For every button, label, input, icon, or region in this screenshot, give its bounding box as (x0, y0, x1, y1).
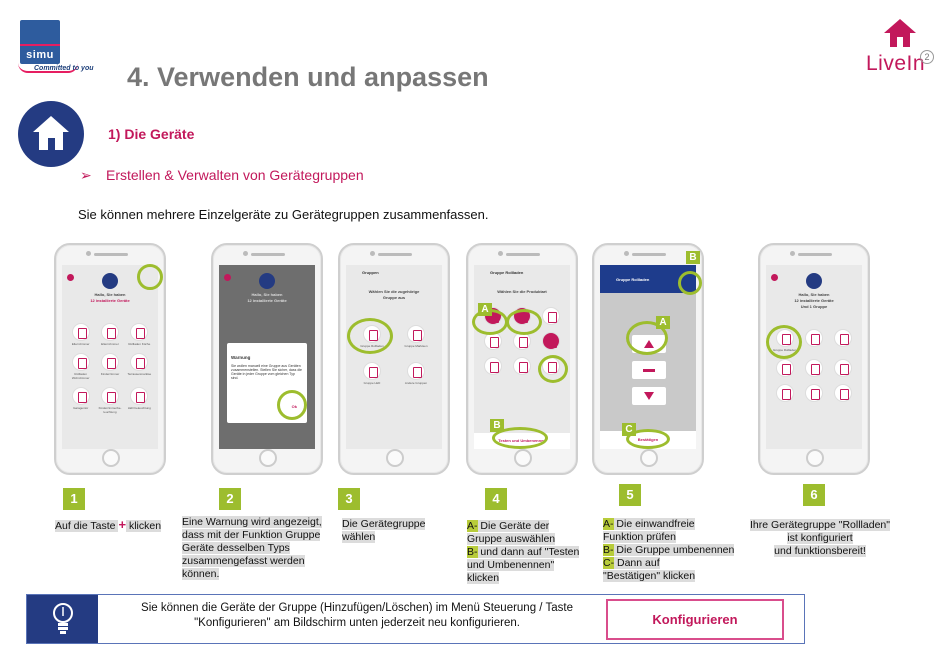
phone-step-4 (466, 243, 578, 475)
menu-icon[interactable] (224, 274, 231, 281)
phone-home-button (259, 449, 277, 467)
greeting-line-1: Hallo, Sie haben (251, 292, 283, 297)
light-icon (834, 384, 852, 402)
screen-heading: Wählen Sie die Produktart (497, 289, 547, 294)
group-tile[interactable]: Gruppe Markisen (394, 325, 438, 348)
phone-speaker (378, 253, 412, 256)
shutter-icon (542, 307, 560, 325)
greeting-line-2: 12 installierte Geräte (247, 298, 287, 303)
highlight-device-ring-a3 (538, 355, 568, 383)
tip-text-line-1: Sie können die Geräte der Gruppe (Hinzufügen/Löschen) im Menü Steuerung / Taste (141, 602, 573, 614)
device-tile[interactable] (507, 357, 536, 375)
phone-camera (790, 251, 795, 256)
phone-camera (624, 251, 629, 256)
phone-screen (346, 265, 442, 449)
highlight-ok-ring (277, 390, 307, 420)
phone-home-button (514, 449, 532, 467)
plus-icon: + (118, 517, 127, 532)
device-tile[interactable] (829, 329, 858, 352)
highlight-group-ring (766, 325, 802, 359)
phone-home-button (640, 449, 658, 467)
phone-step-5 (592, 243, 704, 475)
phone-screen (219, 265, 315, 449)
phone-step-2 (211, 243, 323, 475)
home-avatar-icon (806, 273, 822, 289)
ok-button[interactable]: Ok (291, 404, 297, 409)
phone-camera (86, 251, 91, 256)
caption-step-1: Auf die Taste + klicken (55, 517, 162, 532)
phone-speaker (506, 253, 540, 256)
livein-house-icon (882, 18, 918, 48)
awning-icon (130, 353, 148, 371)
caption-step-3: Die Gerätegruppe wählen (342, 518, 426, 543)
section-title: 1) Die Geräte (108, 126, 195, 142)
device-tile[interactable]: Kinderzimmerbe-leuchtung (95, 387, 124, 414)
light-icon (484, 357, 502, 375)
phone-step-1 (54, 243, 166, 475)
logo-tagline: Committed to you (34, 65, 94, 72)
shutter-icon (72, 323, 90, 341)
light-icon (130, 387, 148, 405)
home-icon (31, 113, 71, 153)
screen-topbar: Gruppen (346, 265, 442, 281)
phone-home-button (806, 449, 824, 467)
greeting-line-2: 12 installierte Geräte (794, 298, 834, 303)
device-tile[interactable]: Elternzimmer (95, 323, 124, 346)
simu-logo (20, 20, 60, 64)
tip-box (26, 594, 805, 644)
page-title: 4. Verwenden und anpassen (127, 62, 489, 92)
garage-icon (513, 357, 531, 375)
device-tile[interactable]: Garagentor (66, 387, 95, 414)
tag-b: B (686, 251, 700, 264)
device-grid (66, 323, 154, 414)
device-tile[interactable] (799, 384, 828, 402)
logo-word: simu (26, 49, 54, 61)
shutter-icon (542, 332, 560, 350)
menu-icon[interactable] (771, 274, 778, 281)
shutter-icon (130, 323, 148, 341)
highlight-device-ring-a2 (506, 309, 542, 335)
confirm-button[interactable]: Bestätigen (600, 431, 696, 449)
step-number-1: 1 (63, 488, 85, 510)
screen-heading-1: Wählen Sie die zugehörige (368, 289, 420, 294)
tip-badge (27, 595, 98, 643)
greeting-line-1: Hallo, Sie haben (94, 292, 126, 297)
warning-title: Warnung (231, 355, 251, 360)
highlight-plus-ring (137, 264, 163, 290)
tag-b: B (490, 419, 504, 432)
phone-speaker (94, 253, 128, 256)
configure-button[interactable]: Konfigurieren (606, 599, 784, 640)
group-tile[interactable]: Andere Gruppen (394, 362, 438, 385)
warning-text: Sie wollen manuell eine Gruppe aus Geräten zusammenstellen. Stellen Sie sicher, dass die Geräte in jeder Gruppe vom gleichen Typ sind. (231, 364, 303, 380)
phone-speaker (251, 253, 285, 256)
light-icon (101, 387, 119, 405)
greeting-line-1: Hallo, Sie haben (798, 292, 830, 297)
caption-step-2: Eine Warnung wird angezeigt, dass mit der Funktion Gruppe Geräte desselben Typs zusammengefasst werden können. (182, 516, 322, 580)
stop-icon (632, 361, 666, 379)
screen-topbar: Gruppe Rollladen (474, 265, 570, 281)
light-group-icon (363, 362, 381, 380)
device-tile[interactable] (829, 384, 858, 402)
light-icon (805, 384, 823, 402)
device-count: 12 installierte Geräte (90, 298, 130, 303)
device-tile[interactable]: Rollladen Wohnzimmer (66, 353, 95, 380)
bullet-arrow-icon: ➢ (80, 167, 92, 183)
group-tile[interactable]: Gruppe LED (350, 362, 394, 385)
step-number-5: 5 (619, 484, 641, 506)
other-group-icon (407, 362, 425, 380)
livein-text: LiveIn (866, 52, 926, 75)
screen-heading-2: Gruppe aus (382, 295, 406, 300)
device-tile[interactable]: Kinderzimmer (95, 353, 124, 380)
device-tile[interactable] (770, 359, 799, 377)
menu-icon[interactable] (67, 274, 74, 281)
awning-icon (834, 359, 852, 377)
shutter-icon (101, 353, 119, 371)
screen-topbar: Gruppe Rollladen (600, 265, 696, 293)
device-tile[interactable]: Terrassenmarkise (125, 353, 154, 380)
group-tile[interactable]: Gruppe Rollladen (350, 325, 394, 348)
caption-step-4: A- Die Geräte der Gruppe auswählen B- und dann auf "Testen und Umbenennen" klicken (467, 520, 580, 584)
garage-icon (776, 384, 794, 402)
shutter-icon (834, 329, 852, 347)
phone-camera (370, 251, 375, 256)
home-avatar-icon (259, 273, 275, 289)
phone-speaker (798, 253, 832, 256)
tip-text-line-2: "Konfigurieren" am Bildschirm unten jederzeit neu konfigurieren. (194, 617, 520, 629)
bullet-text: Erstellen & Verwalten von Gerätegruppen (106, 167, 364, 183)
caption-step-6: Ihre Gerätegruppe "Rollladen" ist konfiguriert und funktionsbereit! (750, 519, 890, 557)
shutter-icon (776, 359, 794, 377)
phone-speaker (632, 253, 666, 256)
phone-camera (498, 251, 503, 256)
greeting-line-2 (62, 298, 158, 304)
awning-group-icon (407, 325, 425, 343)
tag-a: A (656, 316, 670, 329)
phone-screen (62, 265, 158, 449)
phone-step-6 (758, 243, 870, 475)
shutter-icon (805, 359, 823, 377)
step-number-2: 2 (219, 488, 241, 510)
highlight-group-ring (347, 318, 393, 354)
phone-home-button (386, 449, 404, 467)
shutter-icon (805, 329, 823, 347)
tag-a: A (478, 303, 492, 316)
home-avatar-icon (102, 273, 118, 289)
device-tile[interactable]: Elternzimmer (66, 323, 95, 346)
shutter-icon (101, 323, 119, 341)
phone-step-3 (338, 243, 450, 475)
device-tile[interactable] (829, 359, 858, 377)
device-tile[interactable] (478, 357, 507, 375)
device-tile[interactable]: Rollladen Küche (125, 323, 154, 346)
test-rename-button[interactable]: Testen und Umbenennen (474, 433, 570, 449)
home-icon-badge (18, 101, 84, 167)
device-tile-selected[interactable] (537, 332, 566, 350)
step-number-4: 4 (485, 488, 507, 510)
phone-screen (600, 265, 696, 449)
livein-logo (866, 18, 936, 78)
device-tile[interactable] (799, 329, 828, 352)
device-tile[interactable] (770, 384, 799, 402)
logo-stripe (20, 44, 60, 46)
step-number-6: 6 (803, 484, 825, 506)
tip-text (112, 601, 602, 631)
garage-icon (72, 387, 90, 405)
down-button[interactable] (632, 387, 666, 405)
stop-button[interactable] (632, 361, 666, 379)
phone-camera (243, 251, 248, 256)
device-tile[interactable]: LED beleuchtung (125, 387, 154, 414)
tag-c: C (622, 423, 636, 436)
step-number-3: 3 (338, 488, 360, 510)
lightbulb-icon (51, 602, 75, 636)
shutter-icon (72, 353, 90, 371)
arrow-down-icon (632, 387, 666, 405)
phone-home-button (102, 449, 120, 467)
livein-version: 2 (920, 50, 934, 64)
intro-text: Sie können mehrere Einzelgeräte zu Gerätegruppen zusammenfassen. (78, 207, 489, 222)
highlight-rename-ring-b (678, 271, 702, 295)
caption-step-5: A- Die einwandfreie Funktion prüfen B- Die Gruppe umbenennen C- Dann auf "Bestätigen" klicken (603, 518, 735, 582)
greeting-line-3: Und 1 Gruppe (800, 304, 828, 309)
group-tile[interactable]: Gruppe Rollladen (770, 329, 799, 352)
device-tile[interactable] (799, 359, 828, 377)
